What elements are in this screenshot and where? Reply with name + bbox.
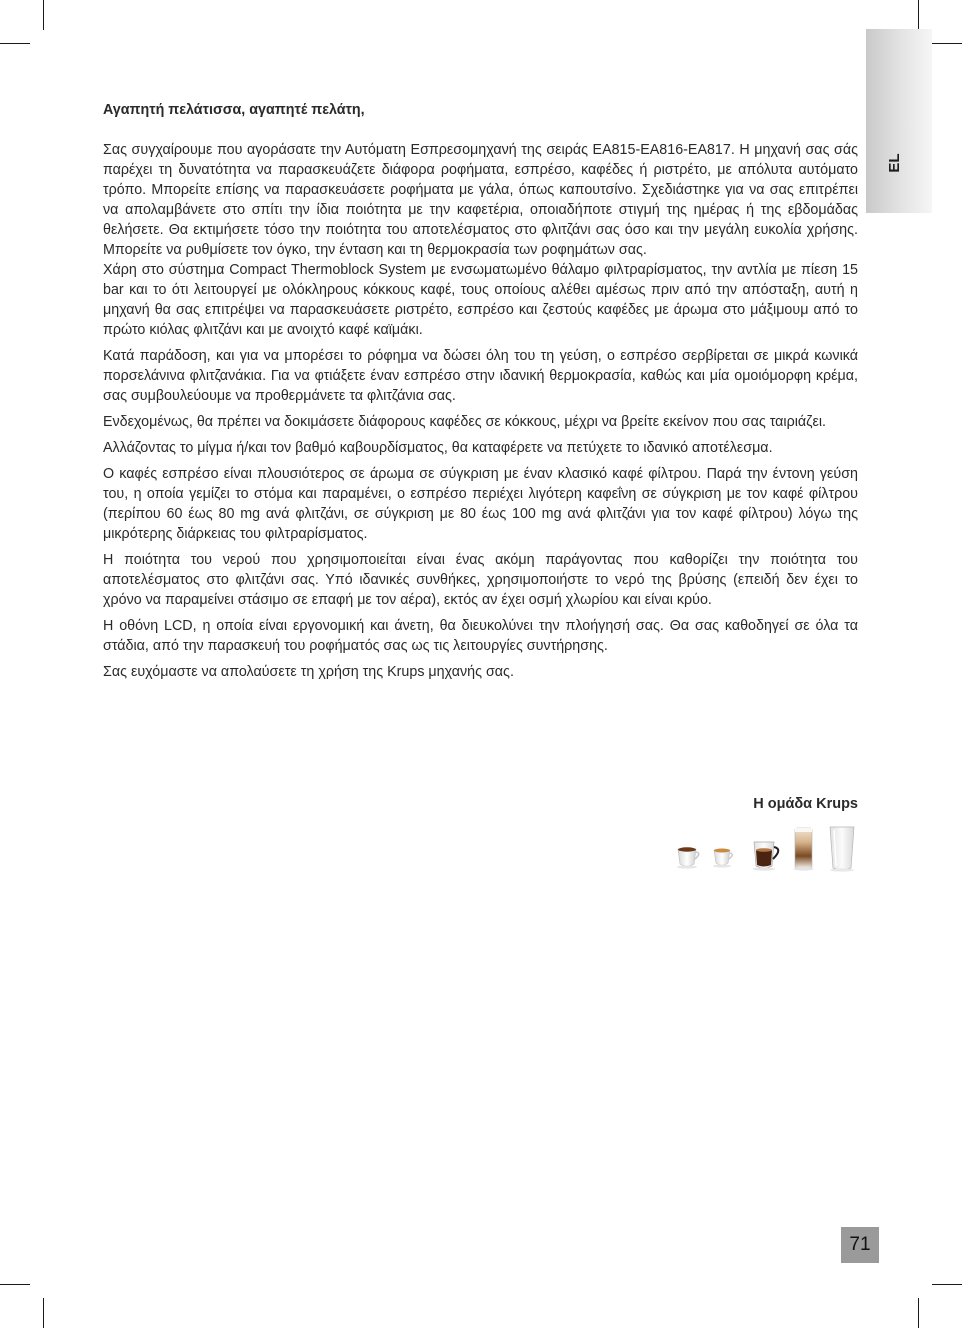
- crop-mark-top-left-vertical: [43, 0, 44, 30]
- signature: Η ομάδα Krups: [753, 796, 858, 812]
- language-tab: [866, 29, 932, 213]
- crop-mark-top-right-horizontal: [932, 43, 962, 44]
- crop-mark-top-left-horizontal: [0, 43, 30, 44]
- paragraph-caffeine: Ο καφές εσπρέσο είναι πλουσιότερος σε άρωμα σε σύγκριση με έναν κλασικό καφέ φίλτρου. Παρά την έντονη γεύση του, η οποία γεμίζει το στόμα και παραμένει, ο εσπρέσο περιέχει λιγότερη καφεΐνη σε σύγκριση με τον καφέ φίλτρου (περίπου 60 έως 80 mg ανά φλιτζάνι, σε σύγκριση με 80 έως 100 mg ανά φλιτζάνι για τον καφέ φίλτρου) λόγω της μικρότερης διάρκειας του φιλτραρίσματος.: [103, 466, 858, 542]
- paragraph-intro: Σας συγχαίρουμε που αγοράσατε την Αυτόματη Εσπρεσομηχανή της σειράς EA815-EA816-EA817. Η μηχανή σας σάς παρέχει τη δυνατότητα να παρασκευάζετε διάφορα ροφήματα, εσπρέσο, καφέδες ή ριστρέτο, με απόλυτα αυτόματο τρόπο. Μπορείτε επίσης να παρασκευάσετε ροφήματα με γάλα, όπως καπουτσίνο. Σχεδιάστηκε για να σας επιτρέπει να απολαμβάνετε στο σπίτι την ίδια ποιότητα με την καφετέρια, οποιαδήποτε στιγμή της ημέρας ή της εβδομάδας θελήσετε. Θα εκτιμήσετε τόσο την ποιότητα του αποτελέσματος στο φλιτζάνι σας όσο και την μεγάλη ευκολία χρήσης. Μπορείτε να ρυθμίσετε τον όγκο, την ένταση και τη θερμοκρασία των ροφημάτων σας.: [103, 142, 858, 258]
- paragraph-beans: Ενδεχομένως, θα πρέπει να δοκιμάσετε διάφορους καφέδες σε κόκκους, μέχρι να βρείτε εκείνον που σας ταιριάζει.: [103, 414, 827, 430]
- paragraph-blend: Αλλάζοντας το μίγμα ή/και τον βαθμό καβουρδίσματος, θα καταφέρετε να πετύχετε το ιδανικό αποτέλεσμα.: [103, 440, 773, 456]
- espresso-cup-icon: [677, 847, 699, 868]
- paragraph-thermoblock: Χάρη στο σύστημα Compact Thermoblock System με ενσωματωμένο θάλαμο φιλτραρίσματος, την αντλία με πίεση 15 bar και το ότι λειτουργεί με ολόκληρους κόκκους καφέ, τους οποίους αλέθει αμέσως πριν από την απόσταξη, αυτή η μηχανή θα σας επιτρέψει να παρασκευάσετε ριστρέτο, εσπρέσο και ζεστούς καφέδες με άρωμα στο μάξιμουμ από το πρώτο κιόλας φλιτζάνι και με ανοιχτό καφέ καϊμάκι.: [103, 262, 858, 338]
- paragraph-lcd: Η οθόνη LCD, η οποία είναι εργονομική και άνετη, θα διευκολύνει την πλοήγησή σας. Θα σας καθοδηγεί σε όλα τα στάδια, από την παρασκευή του ροφήματός σας ως τις λειτουργίες συντήρησης.: [103, 618, 858, 654]
- paragraph-tradition: Κατά παράδοση, και για να μπορέσει το ρόφημα να δώσει όλη του τη γεύση, ο εσπρέσο σερβίρεται σε μικρά κωνικά πορσελάνινα φλιτζανάκια. Για να φτιάξετε έναν εσπρέσο στην ιδανική θερμοκρασία, καθώς και μία ομοιόμορφη κρέμα, σας συμβουλεύουμε να προθερμάνετε τα φλιτζάνια σας.: [103, 348, 858, 404]
- crop-mark-bottom-right-vertical: [918, 1298, 919, 1328]
- language-tab-label: EL: [886, 153, 903, 173]
- tall-glass-icon: [830, 827, 854, 872]
- page-number: 71: [841, 1227, 879, 1263]
- espresso-cup-with-crema-icon: [713, 849, 732, 868]
- crop-mark-bottom-left-horizontal: [0, 1284, 30, 1285]
- greeting-heading: Αγαπητή πελάτισσα, αγαπητέ πελάτη,: [103, 102, 365, 118]
- crop-mark-bottom-left-vertical: [43, 1298, 44, 1328]
- latte-macchiato-glass-icon: [794, 828, 814, 871]
- coffee-cups-illustration: [672, 822, 862, 888]
- glass-coffee-cup-icon: [753, 842, 778, 871]
- crop-mark-bottom-right-horizontal: [932, 1284, 962, 1285]
- paragraph-closing: Σας ευχόμαστε να απολαύσετε τη χρήση της Krups μηχανής σας.: [103, 664, 514, 680]
- main-content: [103, 100, 858, 688]
- crop-mark-top-right-vertical: [918, 0, 919, 30]
- paragraph-water: Η ποιότητα του νερού που χρησιμοποιείται είναι ένας ακόμη παράγοντας που καθορίζει την ποιότητα του αποτελέσματος στο φλιτζάνι σας. Υπό ιδανικές συνθήκες, χρησιμοποιήστε το νερό της βρύσης (επειδή δεν έχει το χρόνο να παραμείνει στάσιμο σε επαφή με τον αέρα), εκτός αν έχει οσμή χλωρίου και είναι κρύο.: [103, 552, 858, 608]
